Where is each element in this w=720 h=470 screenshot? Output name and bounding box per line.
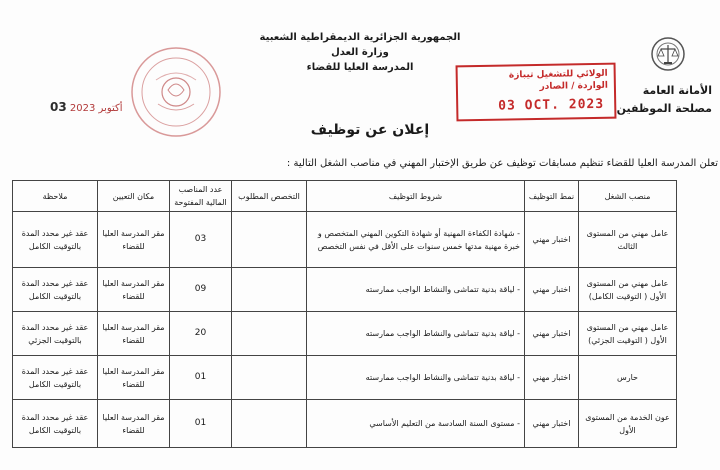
cell-notes: عقد غير محدد المدة بالتوقيت الكامل <box>13 212 98 268</box>
cell-conditions: - لياقة بدنية تتماشى والنشاط الواجب ممارسته <box>307 356 525 400</box>
stamp-date: 03 OCT. 2023 <box>498 96 605 114</box>
col-notes-header: ملاحظة <box>13 181 98 212</box>
cell-post: عون الخدمة من المستوى الأول <box>579 400 677 448</box>
cell-count: 09 <box>170 268 232 312</box>
school-name: المدرسة العليا للقضاء <box>306 62 414 73</box>
cell-count: 01 <box>170 400 232 448</box>
cell-specialty <box>232 212 307 268</box>
cell-post: عامل مهني من المستوى الأول ( التوقيت الكامل) <box>579 268 677 312</box>
cell-notes: عقد غير محدد المدة بالتوقيت الجزئي <box>13 312 98 356</box>
cell-place: مقر المدرسة العليا للقضاء <box>98 212 170 268</box>
cell-mode: اختبار مهني <box>525 268 579 312</box>
stamp-line-2: الواردة / الصادر <box>539 80 608 92</box>
col-place-header: مكان التعيين <box>98 181 170 212</box>
received-date <box>44 100 123 114</box>
received-date-text: أكتوبر 2023 <box>69 103 123 114</box>
issuer-block <box>602 82 712 118</box>
cell-post: عامل مهني من المستوى الثالث <box>579 212 677 268</box>
table-row <box>13 212 677 268</box>
document-header <box>230 30 490 75</box>
announcement-title: إعلان عن توظيف <box>310 122 430 138</box>
cell-mode: اختبار مهني <box>525 212 579 268</box>
cell-specialty <box>232 400 307 448</box>
table-row <box>13 268 677 312</box>
cell-count: 01 <box>170 356 232 400</box>
cell-conditions: - لياقة بدنية تتماشى والنشاط الواجب ممارسته <box>307 312 525 356</box>
cell-post: حارس <box>579 356 677 400</box>
cell-mode: اختبار مهني <box>525 356 579 400</box>
cell-notes: عقد غير محدد المدة بالتوقيت الكامل <box>13 400 98 448</box>
official-seal-icon <box>128 44 224 140</box>
cell-count: 20 <box>170 312 232 356</box>
announcement-intro: تعلن المدرسة العليا للقضاء تنظيم مسابقات توظيف عن طريق الإختبار المهني في مناصب الشغل التالية : <box>286 158 718 169</box>
received-date-day: 03 <box>50 100 67 114</box>
cell-notes: عقد غير محدد المدة بالتوقيت الكامل <box>13 268 98 312</box>
secretariat-label: الأمانة العامة <box>642 84 712 97</box>
department-label: مصلحة الموظفين <box>616 102 712 115</box>
recruitment-table <box>12 180 677 448</box>
cell-count: 03 <box>170 212 232 268</box>
table-header-row <box>13 181 677 212</box>
ministry-name: وزارة العدل <box>331 47 389 58</box>
cell-mode: اختبار مهني <box>525 312 579 356</box>
cell-specialty <box>232 356 307 400</box>
table-row <box>13 400 677 448</box>
reception-stamp <box>456 63 617 122</box>
col-post-header: منصب الشغل <box>579 181 677 212</box>
table-row <box>13 356 677 400</box>
col-conditions-header: شروط التوظيف <box>307 181 525 212</box>
cell-conditions: - مستوى السنة السادسة من التعليم الأساسي <box>307 400 525 448</box>
cell-post: عامل مهني من المستوى الأول ( التوقيت الجزئي) <box>579 312 677 356</box>
ministry-emblem-icon <box>650 36 686 72</box>
stamp-line-1: الولائي للتشغيل تيبازة <box>508 68 608 81</box>
table-row <box>13 312 677 356</box>
col-specialty-header: التخصص المطلوب <box>232 181 307 212</box>
col-count-header: عدد المناصب المالية المفتوحة <box>170 181 232 212</box>
col-mode-header: نمط التوظيف <box>525 181 579 212</box>
cell-specialty <box>232 312 307 356</box>
cell-notes: عقد غير محدد المدة بالتوقيت الكامل <box>13 356 98 400</box>
cell-place: مقر المدرسة العليا للقضاء <box>98 356 170 400</box>
cell-place: مقر المدرسة العليا للقضاء <box>98 400 170 448</box>
cell-conditions: - لياقة بدنية تتماشى والنشاط الواجب ممارسته <box>307 268 525 312</box>
cell-place: مقر المدرسة العليا للقضاء <box>98 312 170 356</box>
cell-place: مقر المدرسة العليا للقضاء <box>98 268 170 312</box>
cell-specialty <box>232 268 307 312</box>
republic-name: الجمهورية الجزائرية الديمقراطية الشعبية <box>259 32 461 43</box>
cell-mode: اختبار مهني <box>525 400 579 448</box>
cell-conditions: - شهادة الكفاءة المهنية أو شهادة التكوين المهني المتخصص و خبرة مهنية مدتها خمس سنوات على الأقل في نفس التخصص <box>307 212 525 268</box>
